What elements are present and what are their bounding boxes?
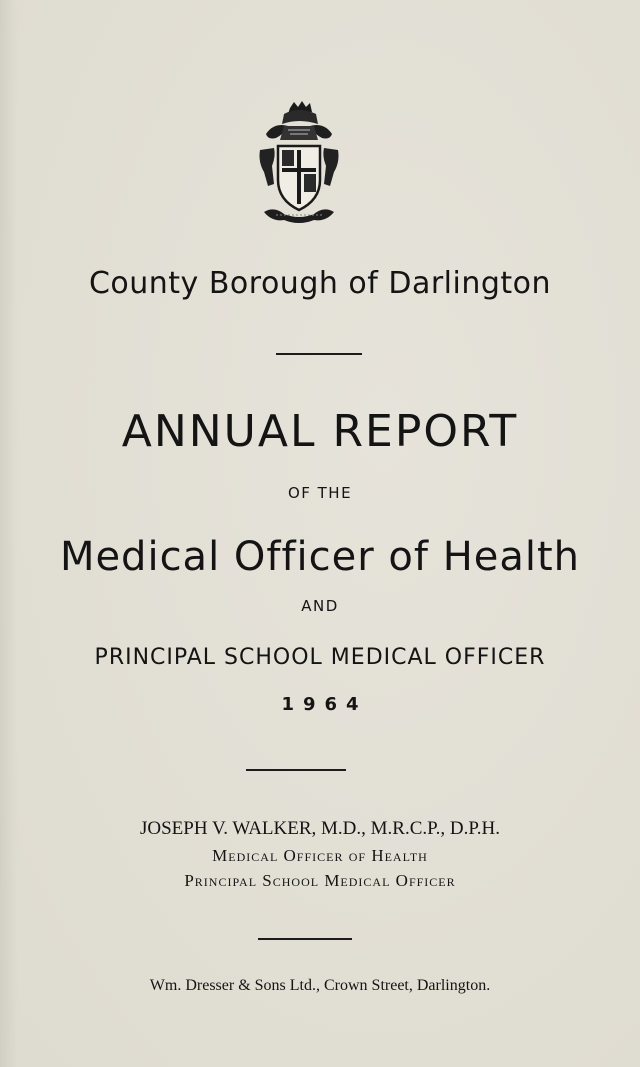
author-title-school: Principal School Medical Officer	[184, 871, 456, 890]
printer-imprint: Wm. Dresser & Sons Ltd., Crown Street, Darlington.	[149, 977, 491, 994]
author-name: JOSEPH V. WALKER, M.D., M.R.C.P., D.P.H.	[139, 818, 501, 839]
officer-title: Medical Officer of Health	[59, 534, 581, 580]
divider-rule	[246, 769, 346, 771]
author-title-medical: Medical Officer of Health	[212, 846, 428, 865]
divider-rule	[276, 353, 362, 355]
borough-name: County Borough of Darlington	[88, 266, 552, 301]
school-officer-title: PRINCIPAL SCHOOL MEDICAL OFFICER	[94, 645, 546, 670]
report-year: 1964	[281, 694, 368, 715]
coat-of-arms-icon	[254, 100, 344, 230]
and-label: AND	[301, 597, 339, 615]
of-the-label: OF THE	[287, 484, 353, 502]
divider-rule	[258, 938, 352, 940]
report-title: ANNUAL REPORT	[121, 406, 519, 457]
